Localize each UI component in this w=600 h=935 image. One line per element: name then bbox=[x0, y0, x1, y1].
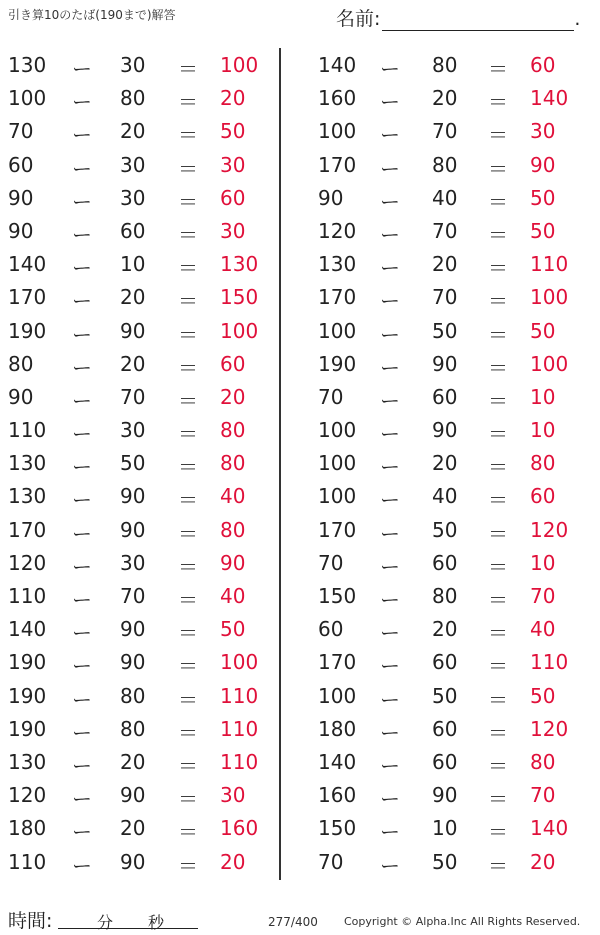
equals-sign: ＝ bbox=[178, 57, 198, 81]
answer: 110 bbox=[530, 252, 569, 277]
subtrahend: 80 bbox=[120, 716, 146, 741]
equals-sign: ＝ bbox=[178, 621, 198, 646]
minuend: 70 bbox=[8, 119, 34, 144]
minuend: 190 bbox=[318, 351, 357, 376]
subtrahend: 50 bbox=[432, 318, 458, 343]
minus-sign: ー bbox=[72, 488, 92, 513]
subtrahend: 80 bbox=[432, 584, 458, 608]
minus-sign: ー bbox=[380, 554, 400, 579]
subtrahend: 30 bbox=[120, 152, 146, 177]
subtrahend: 90 bbox=[432, 351, 458, 376]
answer: 80 bbox=[220, 418, 246, 443]
equals-sign: ＝ bbox=[178, 720, 198, 745]
minuend: 190 bbox=[8, 650, 47, 675]
answer: 130 bbox=[220, 252, 259, 277]
answer: 30 bbox=[530, 119, 556, 144]
minuend: 160 bbox=[318, 783, 357, 808]
subtrahend: 50 bbox=[432, 683, 458, 708]
equals-sign: ＝ bbox=[488, 455, 508, 480]
equals-sign: ＝ bbox=[178, 422, 198, 447]
equals-sign: ＝ bbox=[178, 455, 198, 480]
minuend: 150 bbox=[318, 584, 357, 608]
equals-sign: ＝ bbox=[178, 222, 198, 247]
minuend: 120 bbox=[318, 218, 357, 243]
name-field bbox=[336, 4, 580, 31]
answer: 90 bbox=[530, 152, 556, 177]
minus-sign: ー bbox=[380, 820, 400, 845]
subtrahend: 70 bbox=[432, 119, 458, 144]
answer: 90 bbox=[220, 550, 246, 575]
minuend: 120 bbox=[8, 550, 47, 575]
time-underline bbox=[58, 928, 198, 929]
equals-sign: ＝ bbox=[488, 687, 508, 712]
name-underline bbox=[382, 10, 574, 31]
minuend: 180 bbox=[8, 816, 47, 841]
subtrahend: 20 bbox=[120, 816, 146, 841]
equals-sign: ＝ bbox=[178, 355, 198, 380]
minuend: 170 bbox=[8, 285, 47, 310]
answer: 120 bbox=[530, 716, 569, 741]
minus-sign: ー bbox=[72, 90, 92, 115]
subtrahend: 30 bbox=[120, 185, 146, 210]
answer: 60 bbox=[220, 351, 246, 376]
minus-sign: ー bbox=[72, 422, 92, 447]
name-end-dot: . bbox=[574, 8, 581, 30]
seconds-label: 秒 bbox=[148, 913, 165, 932]
minuend: 140 bbox=[8, 252, 47, 277]
answer: 110 bbox=[220, 716, 259, 741]
answer: 50 bbox=[530, 683, 556, 708]
answer: 50 bbox=[220, 119, 246, 144]
minus-sign: ー bbox=[72, 455, 92, 480]
answer: 80 bbox=[220, 451, 246, 476]
minus-sign: ー bbox=[380, 156, 400, 181]
minuend: 130 bbox=[8, 749, 47, 774]
answer: 20 bbox=[220, 86, 246, 111]
answer: 20 bbox=[220, 849, 246, 874]
minuend: 190 bbox=[8, 716, 47, 741]
minus-sign: ー bbox=[380, 322, 400, 347]
equals-sign: ＝ bbox=[178, 322, 198, 347]
subtrahend: 80 bbox=[432, 152, 458, 177]
equals-sign: ＝ bbox=[488, 521, 508, 546]
answer: 160 bbox=[220, 816, 259, 841]
equals-sign: ＝ bbox=[488, 322, 508, 347]
equals-sign: ＝ bbox=[488, 753, 508, 778]
minus-sign: ー bbox=[380, 687, 400, 712]
equals-sign: ＝ bbox=[178, 488, 198, 513]
minus-sign: ー bbox=[380, 388, 400, 413]
subtrahend: 50 bbox=[432, 849, 458, 874]
minus-sign: ー bbox=[72, 621, 92, 646]
page-number: 277/400 bbox=[268, 915, 318, 929]
minus-sign: ー bbox=[380, 588, 400, 612]
answer: 40 bbox=[530, 617, 556, 642]
answer: 20 bbox=[220, 384, 246, 409]
equals-sign: ＝ bbox=[488, 57, 508, 81]
subtrahend: 90 bbox=[120, 484, 146, 509]
minus-sign: ー bbox=[72, 222, 92, 247]
equals-sign: ＝ bbox=[488, 156, 508, 181]
subtrahend: 90 bbox=[120, 783, 146, 808]
minus-sign: ー bbox=[72, 322, 92, 347]
minuend: 170 bbox=[318, 285, 357, 310]
answer: 10 bbox=[530, 384, 556, 409]
minutes-label: 分 bbox=[97, 913, 114, 932]
minus-sign: ー bbox=[72, 256, 92, 281]
minuend: 110 bbox=[8, 849, 47, 874]
subtrahend: 20 bbox=[120, 351, 146, 376]
answer: 80 bbox=[220, 517, 246, 542]
equals-sign: ＝ bbox=[488, 588, 508, 612]
answer: 140 bbox=[530, 86, 569, 111]
equals-sign: ＝ bbox=[488, 289, 508, 314]
minus-sign: ー bbox=[72, 787, 92, 812]
equals-sign: ＝ bbox=[178, 289, 198, 314]
answer: 100 bbox=[220, 53, 259, 77]
minus-sign: ー bbox=[72, 57, 92, 81]
equals-sign: ＝ bbox=[488, 621, 508, 646]
minuend: 100 bbox=[318, 418, 357, 443]
answer: 40 bbox=[220, 584, 246, 608]
answer: 50 bbox=[530, 318, 556, 343]
equals-sign: ＝ bbox=[488, 422, 508, 447]
minuend: 170 bbox=[318, 650, 357, 675]
answer: 50 bbox=[530, 185, 556, 210]
subtrahend: 60 bbox=[432, 550, 458, 575]
answer: 30 bbox=[220, 783, 246, 808]
equals-sign: ＝ bbox=[488, 720, 508, 745]
answer: 70 bbox=[530, 783, 556, 808]
subtrahend: 20 bbox=[432, 617, 458, 642]
answer: 110 bbox=[220, 683, 259, 708]
equals-sign: ＝ bbox=[178, 753, 198, 778]
subtrahend: 60 bbox=[432, 716, 458, 741]
subtrahend: 90 bbox=[120, 650, 146, 675]
minus-sign: ー bbox=[380, 853, 400, 878]
equals-sign: ＝ bbox=[488, 388, 508, 413]
answer: 10 bbox=[530, 418, 556, 443]
subtrahend: 10 bbox=[432, 816, 458, 841]
subtrahend: 90 bbox=[432, 783, 458, 808]
minuend: 140 bbox=[318, 749, 357, 774]
minus-sign: ー bbox=[380, 355, 400, 380]
equals-sign: ＝ bbox=[178, 787, 198, 812]
column-divider bbox=[279, 48, 281, 880]
minus-sign: ー bbox=[380, 787, 400, 812]
minuend: 110 bbox=[8, 584, 47, 608]
minuend: 100 bbox=[318, 119, 357, 144]
answer: 40 bbox=[220, 484, 246, 509]
copyright: Copyright © Alpha.Inc All Rights Reserved. bbox=[344, 915, 581, 928]
minuend: 80 bbox=[8, 351, 34, 376]
minuend: 90 bbox=[8, 185, 34, 210]
answer: 30 bbox=[220, 218, 246, 243]
minus-sign: ー bbox=[72, 853, 92, 878]
minus-sign: ー bbox=[72, 654, 92, 679]
answer: 80 bbox=[530, 451, 556, 476]
subtrahend: 20 bbox=[432, 252, 458, 277]
subtrahend: 70 bbox=[432, 285, 458, 310]
subtrahend: 60 bbox=[432, 384, 458, 409]
answer: 110 bbox=[530, 650, 569, 675]
subtrahend: 70 bbox=[120, 384, 146, 409]
answer: 100 bbox=[530, 351, 569, 376]
minus-sign: ー bbox=[72, 156, 92, 181]
minuend: 70 bbox=[318, 849, 344, 874]
minuend: 90 bbox=[318, 185, 344, 210]
subtrahend: 50 bbox=[120, 451, 146, 476]
minuend: 100 bbox=[318, 451, 357, 476]
equals-sign: ＝ bbox=[488, 654, 508, 679]
minus-sign: ー bbox=[380, 455, 400, 480]
equals-sign: ＝ bbox=[488, 554, 508, 579]
subtrahend: 70 bbox=[432, 218, 458, 243]
answer: 70 bbox=[530, 584, 556, 608]
answer: 30 bbox=[220, 152, 246, 177]
subtrahend: 70 bbox=[120, 584, 146, 608]
answer: 50 bbox=[530, 218, 556, 243]
minus-sign: ー bbox=[72, 388, 92, 413]
equals-sign: ＝ bbox=[488, 256, 508, 281]
minus-sign: ー bbox=[72, 554, 92, 579]
name-label: 名前: bbox=[336, 8, 381, 30]
equals-sign: ＝ bbox=[488, 222, 508, 247]
minus-sign: ー bbox=[380, 256, 400, 281]
minus-sign: ー bbox=[380, 123, 400, 148]
minuend: 110 bbox=[8, 418, 47, 443]
minus-sign: ー bbox=[72, 588, 92, 612]
equals-sign: ＝ bbox=[488, 820, 508, 845]
equals-sign: ＝ bbox=[178, 654, 198, 679]
equals-sign: ＝ bbox=[178, 588, 198, 612]
subtrahend: 30 bbox=[120, 53, 146, 77]
equals-sign: ＝ bbox=[488, 488, 508, 513]
minuend: 130 bbox=[8, 451, 47, 476]
minuend: 60 bbox=[318, 617, 344, 642]
minuend: 100 bbox=[318, 683, 357, 708]
equals-sign: ＝ bbox=[178, 256, 198, 281]
minuend: 170 bbox=[8, 517, 47, 542]
minus-sign: ー bbox=[72, 123, 92, 148]
answer: 100 bbox=[220, 318, 259, 343]
answer: 10 bbox=[530, 550, 556, 575]
minuend: 90 bbox=[8, 384, 34, 409]
minuend: 70 bbox=[318, 384, 344, 409]
minuend: 100 bbox=[318, 484, 357, 509]
minuend: 140 bbox=[8, 617, 47, 642]
minuend: 160 bbox=[318, 86, 357, 111]
answer: 50 bbox=[220, 617, 246, 642]
subtrahend: 60 bbox=[432, 749, 458, 774]
minuend: 90 bbox=[8, 218, 34, 243]
equals-sign: ＝ bbox=[488, 90, 508, 115]
subtrahend: 30 bbox=[120, 418, 146, 443]
subtrahend: 30 bbox=[120, 550, 146, 575]
subtrahend: 80 bbox=[432, 53, 458, 77]
minuend: 60 bbox=[8, 152, 34, 177]
answer: 20 bbox=[530, 849, 556, 874]
answer: 60 bbox=[530, 53, 556, 77]
subtrahend: 10 bbox=[120, 252, 146, 277]
equals-sign: ＝ bbox=[178, 554, 198, 579]
subtrahend: 90 bbox=[120, 318, 146, 343]
equals-sign: ＝ bbox=[488, 853, 508, 878]
equals-sign: ＝ bbox=[488, 123, 508, 148]
minuend: 190 bbox=[8, 683, 47, 708]
worksheet-title: 引き算10のたば(190まで)解答 bbox=[8, 8, 176, 22]
answer: 100 bbox=[530, 285, 569, 310]
minuend: 140 bbox=[318, 53, 357, 77]
equals-sign: ＝ bbox=[488, 189, 508, 214]
minus-sign: ー bbox=[380, 422, 400, 447]
subtrahend: 20 bbox=[432, 451, 458, 476]
minuend: 170 bbox=[318, 152, 357, 177]
subtrahend: 60 bbox=[432, 650, 458, 675]
minuend: 100 bbox=[318, 318, 357, 343]
minus-sign: ー bbox=[72, 521, 92, 546]
subtrahend: 90 bbox=[120, 617, 146, 642]
minus-sign: ー bbox=[380, 488, 400, 513]
answer: 60 bbox=[530, 484, 556, 509]
subtrahend: 90 bbox=[120, 849, 146, 874]
minus-sign: ー bbox=[380, 654, 400, 679]
equals-sign: ＝ bbox=[178, 156, 198, 181]
equals-sign: ＝ bbox=[178, 853, 198, 878]
minus-sign: ー bbox=[380, 720, 400, 745]
minus-sign: ー bbox=[72, 720, 92, 745]
subtrahend: 90 bbox=[120, 517, 146, 542]
minus-sign: ー bbox=[380, 90, 400, 115]
minus-sign: ー bbox=[380, 189, 400, 214]
minuend: 130 bbox=[318, 252, 357, 277]
minus-sign: ー bbox=[72, 189, 92, 214]
minuend: 130 bbox=[8, 53, 47, 77]
equals-sign: ＝ bbox=[178, 189, 198, 214]
subtrahend: 20 bbox=[432, 86, 458, 111]
subtrahend: 40 bbox=[432, 484, 458, 509]
minus-sign: ー bbox=[72, 355, 92, 380]
minus-sign: ー bbox=[72, 687, 92, 712]
equals-sign: ＝ bbox=[178, 90, 198, 115]
minuend: 130 bbox=[8, 484, 47, 509]
minuend: 170 bbox=[318, 517, 357, 542]
answer: 120 bbox=[530, 517, 569, 542]
subtrahend: 90 bbox=[432, 418, 458, 443]
answer: 140 bbox=[530, 816, 569, 841]
minuend: 190 bbox=[8, 318, 47, 343]
time-label: 時間: bbox=[8, 910, 53, 932]
equals-sign: ＝ bbox=[178, 123, 198, 148]
answer: 60 bbox=[220, 185, 246, 210]
minus-sign: ー bbox=[380, 621, 400, 646]
minus-sign: ー bbox=[380, 521, 400, 546]
equals-sign: ＝ bbox=[488, 355, 508, 380]
minuend: 180 bbox=[318, 716, 357, 741]
answer: 80 bbox=[530, 749, 556, 774]
subtrahend: 20 bbox=[120, 749, 146, 774]
minuend: 100 bbox=[8, 86, 47, 111]
minus-sign: ー bbox=[380, 222, 400, 247]
subtrahend: 50 bbox=[432, 517, 458, 542]
answer: 110 bbox=[220, 749, 259, 774]
equals-sign: ＝ bbox=[178, 388, 198, 413]
subtrahend: 40 bbox=[432, 185, 458, 210]
minus-sign: ー bbox=[72, 289, 92, 314]
minus-sign: ー bbox=[380, 57, 400, 81]
answer: 100 bbox=[220, 650, 259, 675]
minus-sign: ー bbox=[380, 753, 400, 778]
minus-sign: ー bbox=[380, 289, 400, 314]
minus-sign: ー bbox=[72, 820, 92, 845]
equals-sign: ＝ bbox=[178, 820, 198, 845]
minuend: 150 bbox=[318, 816, 357, 841]
minuend: 70 bbox=[318, 550, 344, 575]
subtrahend: 80 bbox=[120, 86, 146, 111]
equals-sign: ＝ bbox=[178, 521, 198, 546]
minus-sign: ー bbox=[72, 753, 92, 778]
subtrahend: 20 bbox=[120, 119, 146, 144]
footer bbox=[0, 904, 600, 934]
subtrahend: 80 bbox=[120, 683, 146, 708]
equals-sign: ＝ bbox=[488, 787, 508, 812]
equals-sign: ＝ bbox=[178, 687, 198, 712]
answer: 150 bbox=[220, 285, 259, 310]
subtrahend: 20 bbox=[120, 285, 146, 310]
subtrahend: 60 bbox=[120, 218, 146, 243]
minuend: 120 bbox=[8, 783, 47, 808]
